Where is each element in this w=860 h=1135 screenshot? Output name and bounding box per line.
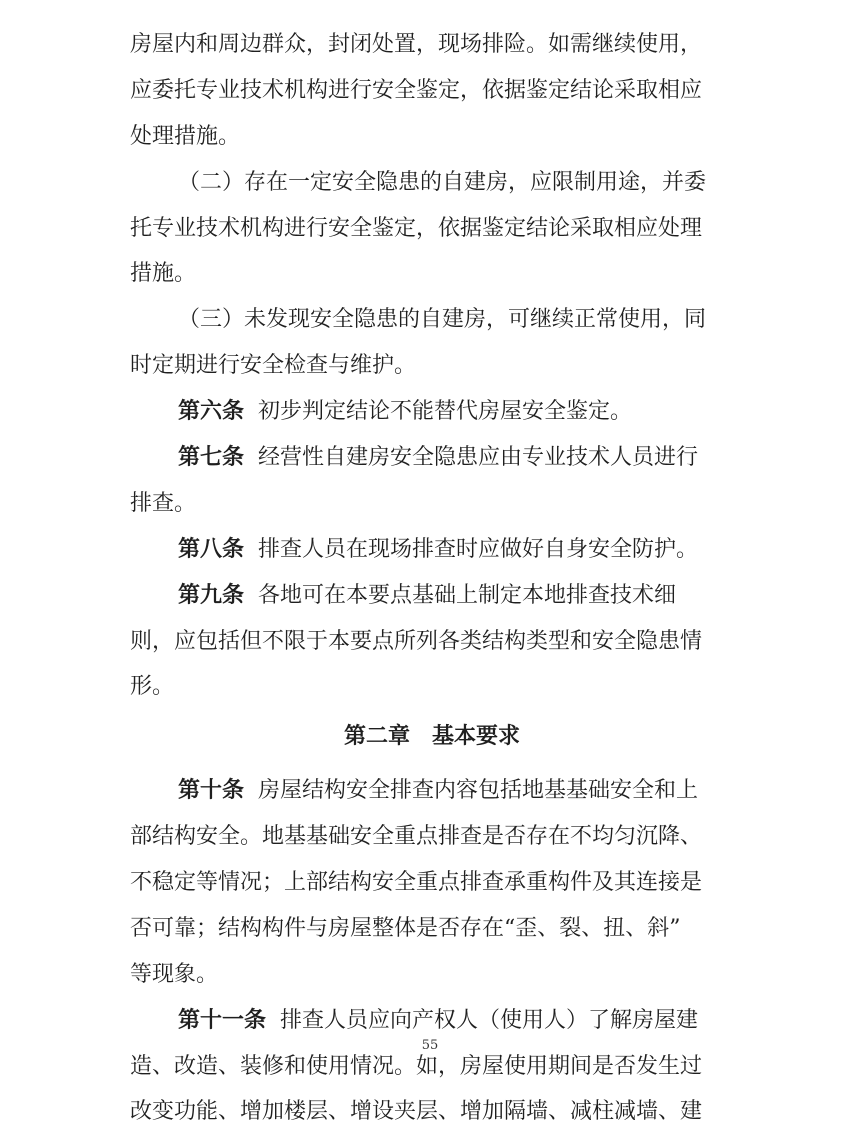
article-7	[130, 435, 740, 481]
page-number: 55	[421, 1038, 439, 1053]
article-label: 第八条	[178, 536, 245, 562]
article-10-continued: 部结构安全。地基基础安全重点排查是否存在不均匀沉降、	[130, 824, 703, 850]
article-text: 排查人员应向产权人（使用人）了解房屋建	[280, 1007, 699, 1033]
article-text: 房屋结构安全排查内容包括地基基础安全和上	[258, 778, 699, 804]
article-11-continued: 造、改造、装修和使用情况。如，房屋使用期间是否发生过	[130, 1053, 703, 1079]
article-10-continued: 等现象。	[130, 961, 219, 987]
item-two-line-2: 托专业技术机构进行安全鉴定，依据鉴定结论采取相应处理	[130, 215, 703, 241]
article-label: 第十条	[178, 778, 245, 804]
article-10-continued: 否可靠；结构构件与房屋整体是否存在“歪、裂、扭、斜”	[130, 915, 681, 941]
article-text: 经营性自建房安全隐患应由专业技术人员进行	[258, 445, 699, 471]
document-body	[130, 22, 740, 1135]
text-line: 应委托专业技术机构进行安全鉴定，依据鉴定结论采取相应	[130, 77, 703, 103]
article-9-continued: 形。	[130, 674, 175, 700]
chapter-title: 第二章 基本要求	[343, 724, 520, 750]
article-8	[130, 527, 740, 573]
article-text: 初步判定结论不能替代房屋安全鉴定。	[258, 399, 633, 425]
text-line: 房屋内和周边群众，封闭处置，现场排险。如需继续使用，	[130, 32, 703, 57]
article-label: 第九条	[178, 582, 245, 608]
item-two-line-1: （二）存在一定安全隐患的自建房，应限制用途，并委	[178, 169, 707, 195]
article-label: 第十一条	[178, 1007, 267, 1033]
item-three-line-2: 时定期进行安全检查与维护。	[130, 353, 417, 379]
article-7-continued: 排查。	[130, 490, 197, 516]
item-two-line-3: 措施。	[130, 261, 197, 287]
article-11-continued: 改变功能、增加楼层、增设夹层、增加隔墙、减柱减墙、建	[130, 1099, 703, 1125]
article-text: 排查人员在现场排查时应做好自身安全防护。	[258, 536, 699, 562]
article-6	[130, 389, 740, 435]
article-text: 各地可在本要点基础上制定本地排查技术细	[258, 582, 677, 608]
article-10-continued: 不稳定等情况；上部结构安全重点排查承重构件及其连接是	[130, 870, 703, 896]
article-10	[130, 768, 740, 814]
article-9	[130, 573, 740, 619]
article-label: 第七条	[178, 445, 245, 471]
article-label: 第六条	[178, 399, 245, 425]
article-11	[130, 998, 740, 1044]
text-line: 处理措施。	[130, 123, 241, 149]
article-9-continued: 则，应包括但不限于本要点所列各类结构类型和安全隐患情	[130, 628, 703, 654]
item-three-line-1: （三）未发现安全隐患的自建房，可继续正常使用，同	[178, 307, 707, 333]
